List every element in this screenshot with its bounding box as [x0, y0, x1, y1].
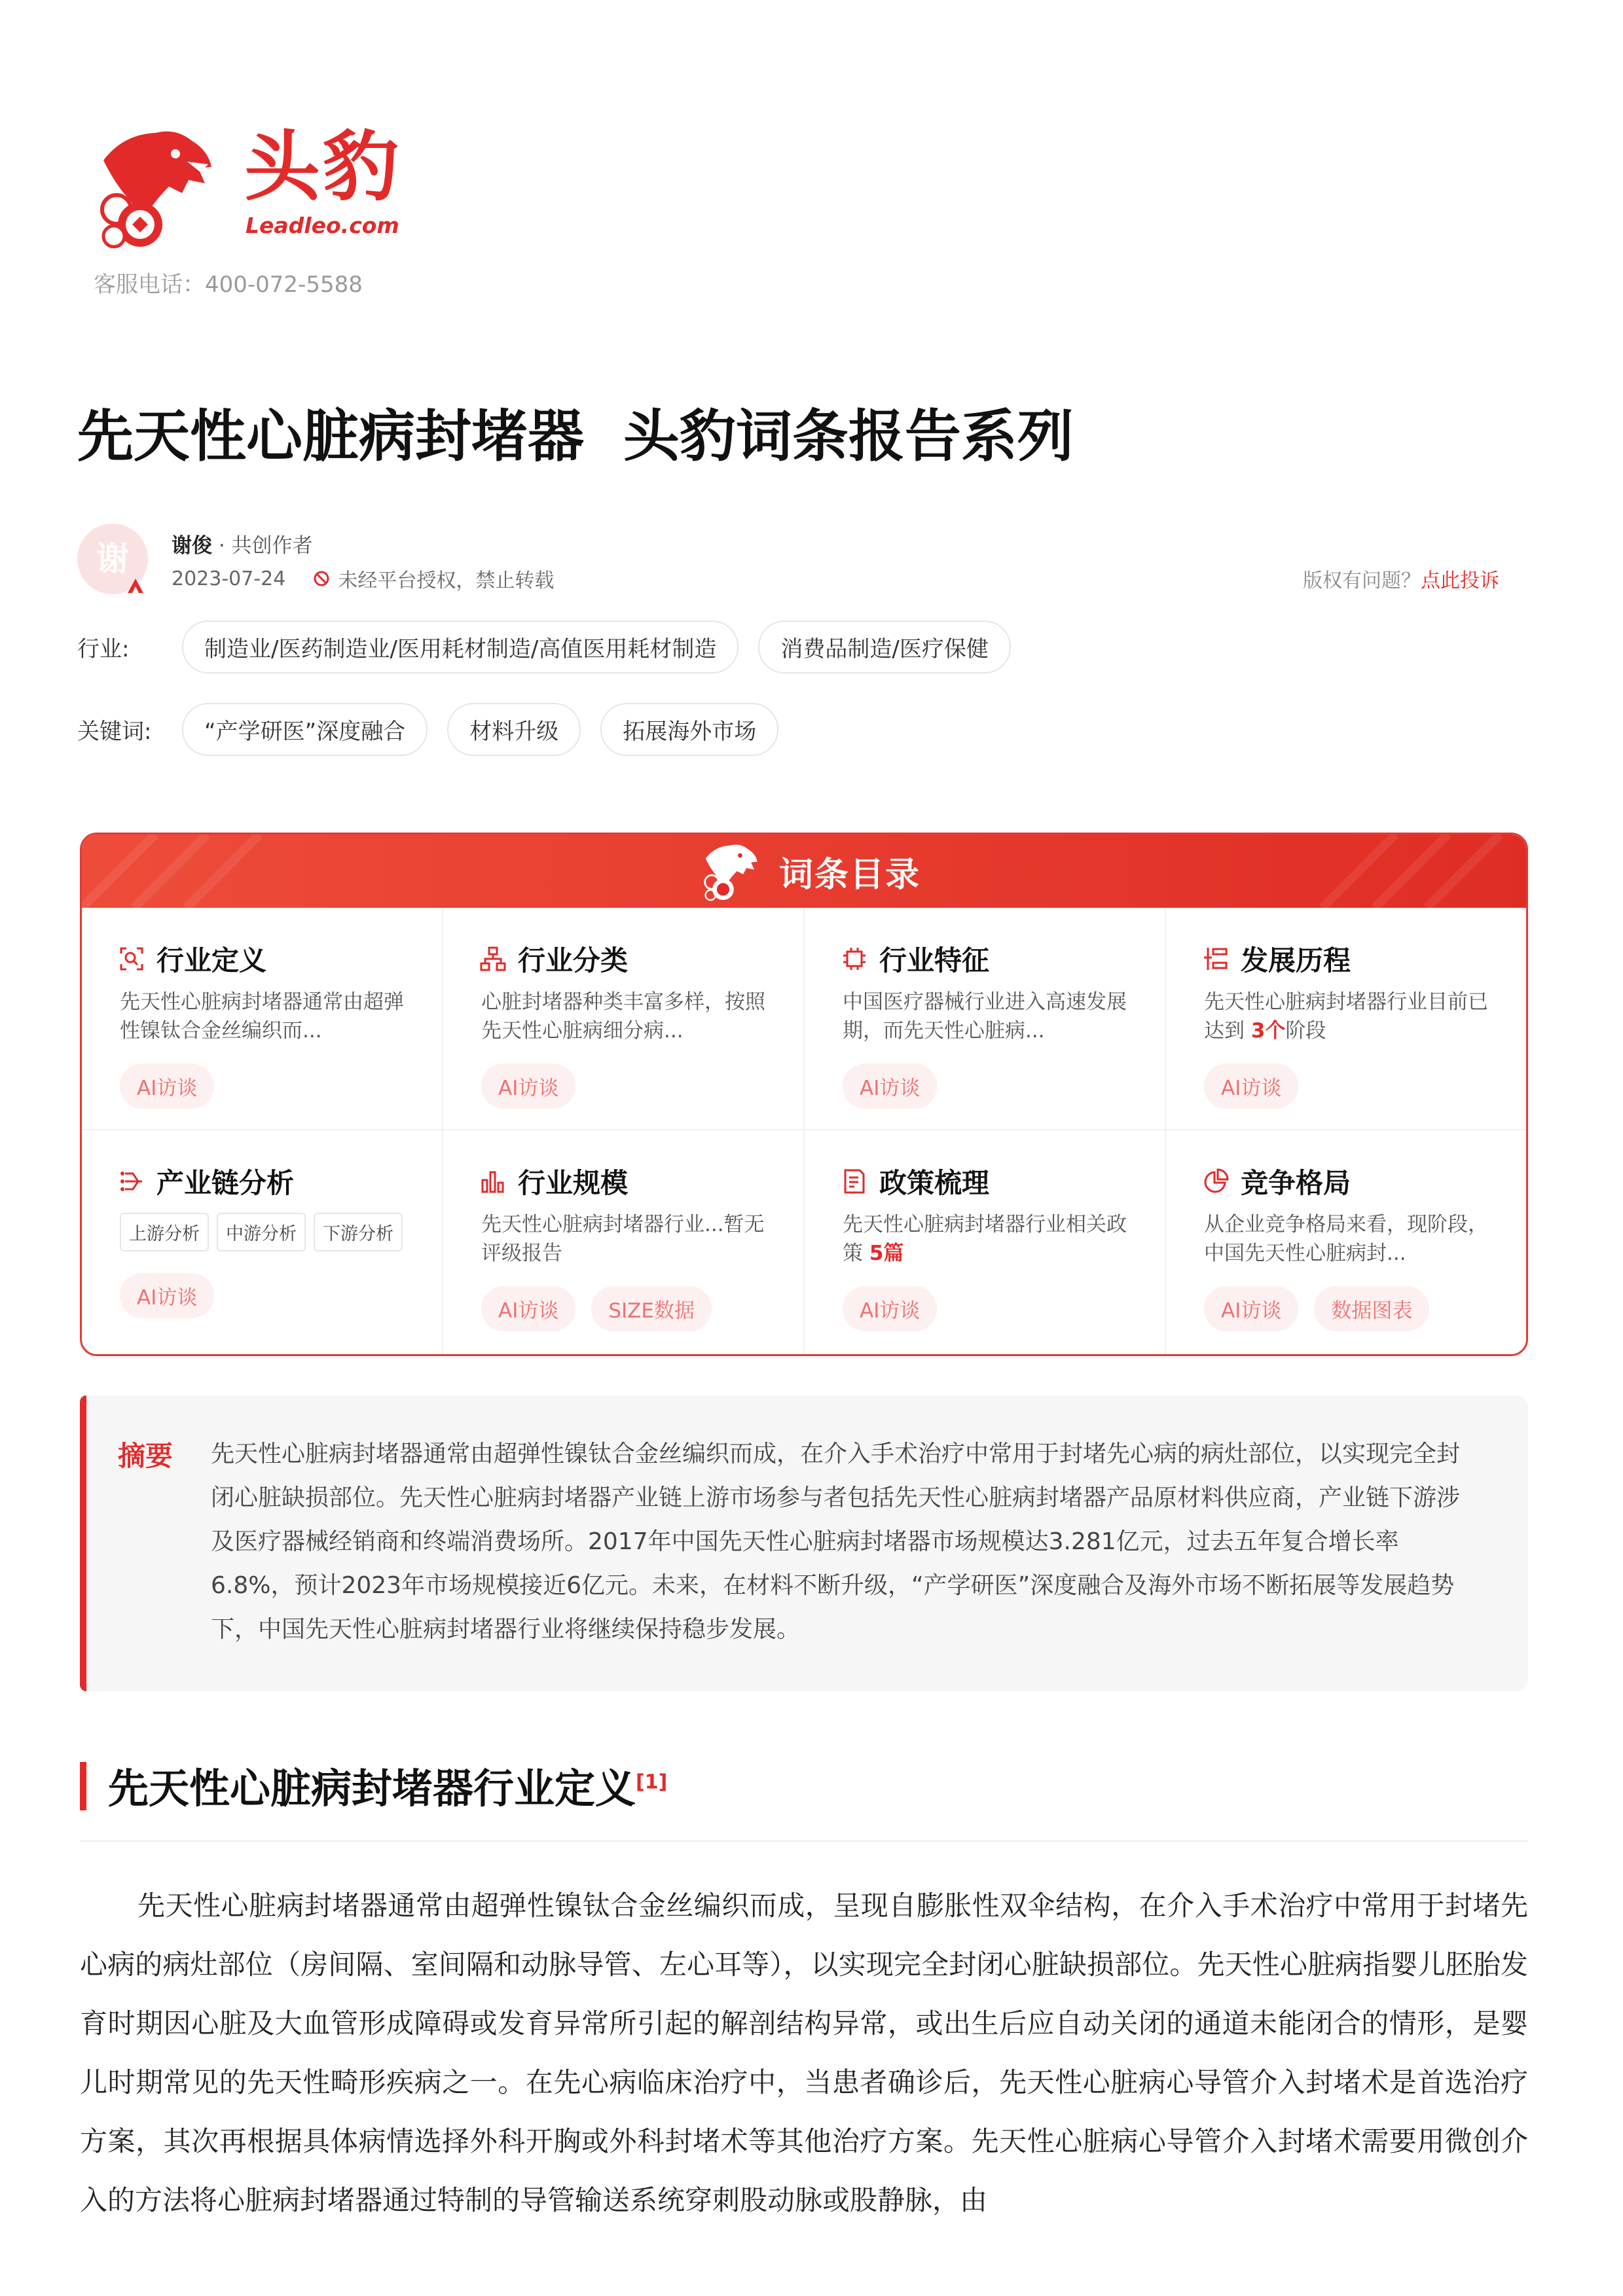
- catalog-item-scale[interactable]: [443, 1130, 805, 1356]
- ai-interview-button[interactable]: AI访谈: [120, 1064, 214, 1109]
- brand-logo[interactable]: [77, 121, 418, 259]
- author-role: · 共创作者: [212, 534, 313, 558]
- catalog-item-title: 发展历程: [1241, 944, 1351, 977]
- keyword-label: 关键词:: [77, 719, 152, 745]
- industry-tag[interactable]: 消费品制造/医疗保健: [758, 620, 1010, 673]
- industry-tag[interactable]: 制造业/医药制造业/医用耗材制造/高值医用耗材制造: [182, 620, 739, 673]
- summary-text: 先天性心脏病封堵器通常由超弹性镍钛合金丝编织而成，在介入手术治疗中常用于封堵先心病的病灶部位，以实现完全封闭心脏缺损部位。先天性心脏病封堵器产业链上游市场参与者包括先天性心脏病封堵器产品原材料供应商，产业链下游涉及医疗器械经销商和终端消费场所。2017年中国先天性心脏病封堵器市场规模达3.281亿元，过去五年复合增长率6.8%，预计2023年市场规模接近6亿元。未来，在材料不断升级，“产学研医”深度融合及海外市场不断拓展等发展趋势下，中国先天性心脏病封堵器行业将继续保持稳步发展。: [211, 1441, 1461, 1643]
- catalog-item-competition[interactable]: [1166, 1130, 1528, 1356]
- pie-chart-icon: [1203, 1168, 1229, 1194]
- catalog-item-definition[interactable]: [82, 908, 443, 1130]
- chain-icon: [119, 1168, 145, 1194]
- ai-interview-button[interactable]: AI访谈: [1204, 1064, 1298, 1109]
- catalog-item-classification[interactable]: [443, 908, 805, 1130]
- bar-chart-icon: [480, 1168, 506, 1194]
- policy-count: 5篇: [869, 1242, 904, 1265]
- logo-text-en: Leadleo.com: [246, 213, 399, 238]
- downstream-analysis-button[interactable]: 下游分析: [314, 1213, 403, 1251]
- catalog-panel: [80, 833, 1528, 1356]
- author-line: [172, 529, 313, 558]
- data-chart-button[interactable]: 数据图表: [1314, 1286, 1429, 1331]
- catalog-item-desc: [1204, 988, 1492, 1045]
- reprint-notice: 未经平台授权，禁止转载: [338, 569, 555, 592]
- catalog-item-desc: 从企业竞争格局来看，现阶段，中国先天性心脏病封...: [1204, 1213, 1488, 1265]
- leopard-logo-icon: [77, 121, 218, 252]
- service-hotline: 客服电话：400-072-5588: [94, 272, 363, 298]
- ai-interview-button[interactable]: AI访谈: [481, 1064, 575, 1109]
- catalog-header: [82, 834, 1526, 908]
- catalog-item-policy[interactable]: [805, 1130, 1166, 1356]
- catalog-item-features[interactable]: [805, 908, 1166, 1130]
- ai-interview-button[interactable]: AI访谈: [120, 1273, 214, 1318]
- catalog-title-text: 词条目录: [778, 855, 921, 895]
- meta-line: [172, 564, 554, 593]
- desc-text: 先天性心脏病封堵器行业相关政策: [843, 1213, 1127, 1265]
- catalog-item-title: 行业规模: [518, 1167, 629, 1199]
- keyword-tag[interactable]: 拓展海外市场: [600, 703, 778, 756]
- industry-tags: [77, 620, 1030, 673]
- logo-text-cn: 头豹: [244, 123, 401, 211]
- catalog-item-chain[interactable]: [82, 1130, 443, 1356]
- desc-text: 先天性心脏病封堵器行业目前已达到: [1204, 990, 1488, 1043]
- ai-interview-button[interactable]: AI访谈: [481, 1286, 575, 1331]
- catalog-item-desc: 先天性心脏病封堵器行业...暂无评级报告: [481, 1213, 765, 1265]
- summary-label: 摘要: [118, 1440, 173, 1472]
- catalog-item-title: 行业分类: [518, 944, 629, 977]
- divider: [80, 1840, 1528, 1842]
- chip-icon: [841, 946, 867, 972]
- author-badge-icon: [126, 576, 145, 596]
- reference-link[interactable]: [1]: [636, 1770, 668, 1794]
- catalog-item-title: 产业链分析: [156, 1167, 295, 1199]
- hierarchy-icon: [480, 946, 506, 972]
- keyword-tag[interactable]: “产学研医”深度融合: [182, 703, 428, 756]
- leopard-logo-icon: [687, 840, 766, 903]
- catalog-item-title: 行业定义: [156, 944, 267, 977]
- avatar[interactable]: 谢: [77, 524, 148, 594]
- ai-interview-button[interactable]: AI访谈: [1204, 1286, 1298, 1331]
- stage-count: 3个: [1250, 1019, 1286, 1043]
- page-title: 先天性心脏病封堵器 头豹词条报告系列: [77, 404, 1074, 469]
- summary-box: [80, 1395, 1528, 1691]
- timeline-icon: [1203, 946, 1229, 972]
- catalog-item-desc: 心脏封堵器种类丰富多样，按照先天性心脏病细分病...: [481, 990, 765, 1043]
- copyright-complaint: [1303, 564, 1499, 593]
- search-doc-icon: [119, 946, 145, 972]
- summary-accent-bar: [80, 1395, 86, 1691]
- midstream-analysis-button[interactable]: 中游分析: [217, 1213, 306, 1251]
- keyword-tag[interactable]: 材料升级: [447, 703, 581, 756]
- section-title: [108, 1756, 667, 1814]
- catalog-item-title: 竞争格局: [1241, 1167, 1351, 1199]
- catalog-item-title: 行业特征: [879, 944, 990, 977]
- publish-date: 2023-07-24: [172, 567, 286, 590]
- copyright-question: 版权有问题？: [1303, 569, 1421, 592]
- policy-doc-icon: [841, 1168, 867, 1194]
- section-accent-bar: [80, 1762, 86, 1810]
- ai-interview-button[interactable]: AI访谈: [843, 1064, 937, 1109]
- catalog-item-title: 政策梳理: [879, 1167, 990, 1199]
- author-name[interactable]: 谢俊: [172, 534, 212, 558]
- section-body: 先天性心脏病封堵器通常由超弹性镍钛合金丝编织而成，呈现自膨胀性双伞结构，在介入手术治疗中常用于封堵先心病的病灶部位（房间隔、室间隔和动脉导管、左心耳等），以实现完全封闭心脏缺损部位。先天性心脏病指婴儿胚胎发育时期因心脏及大血管形成障碍或发育异常所引起的解剖结构异常，或出生后应自动关闭的通道未能闭合的情形，是婴儿时期常见的先天性畸形疾病之一。在先心病临床治疗中，当患者确诊后，先天性心脏病心导管介入封堵术是首选治疗方案，其次再根据具体病情选择外科开胸或外科封堵术等其他治疗方案。先天性心脏病心导管介入封堵术需要用微创介入的方法将心脏病封堵器通过特制的导管输送系统穿刺股动脉或股静脉，由: [80, 1890, 1528, 2216]
- section-title-text: 先天性心脏病封堵器行业定义: [108, 1765, 636, 1812]
- catalog-item-desc: [843, 1210, 1131, 1268]
- keyword-tags: [77, 703, 798, 756]
- ai-interview-button[interactable]: AI访谈: [843, 1286, 937, 1331]
- industry-label: 行业:: [77, 636, 130, 662]
- forbidden-icon: [313, 570, 330, 587]
- catalog-item-desc: 先天性心脏病封堵器通常由超弹性镍钛合金丝编织而...: [120, 990, 404, 1043]
- catalog-item-desc: 中国医疗器械行业进入高速发展期，而先天性心脏病...: [843, 990, 1127, 1043]
- desc-text: 阶段: [1285, 1019, 1326, 1043]
- catalog-title: [82, 834, 1526, 908]
- catalog-item-history[interactable]: [1166, 908, 1528, 1130]
- complaint-link[interactable]: 点此投诉: [1421, 569, 1499, 592]
- upstream-analysis-button[interactable]: 上游分析: [120, 1213, 209, 1251]
- size-data-button[interactable]: SIZE数据: [591, 1286, 712, 1331]
